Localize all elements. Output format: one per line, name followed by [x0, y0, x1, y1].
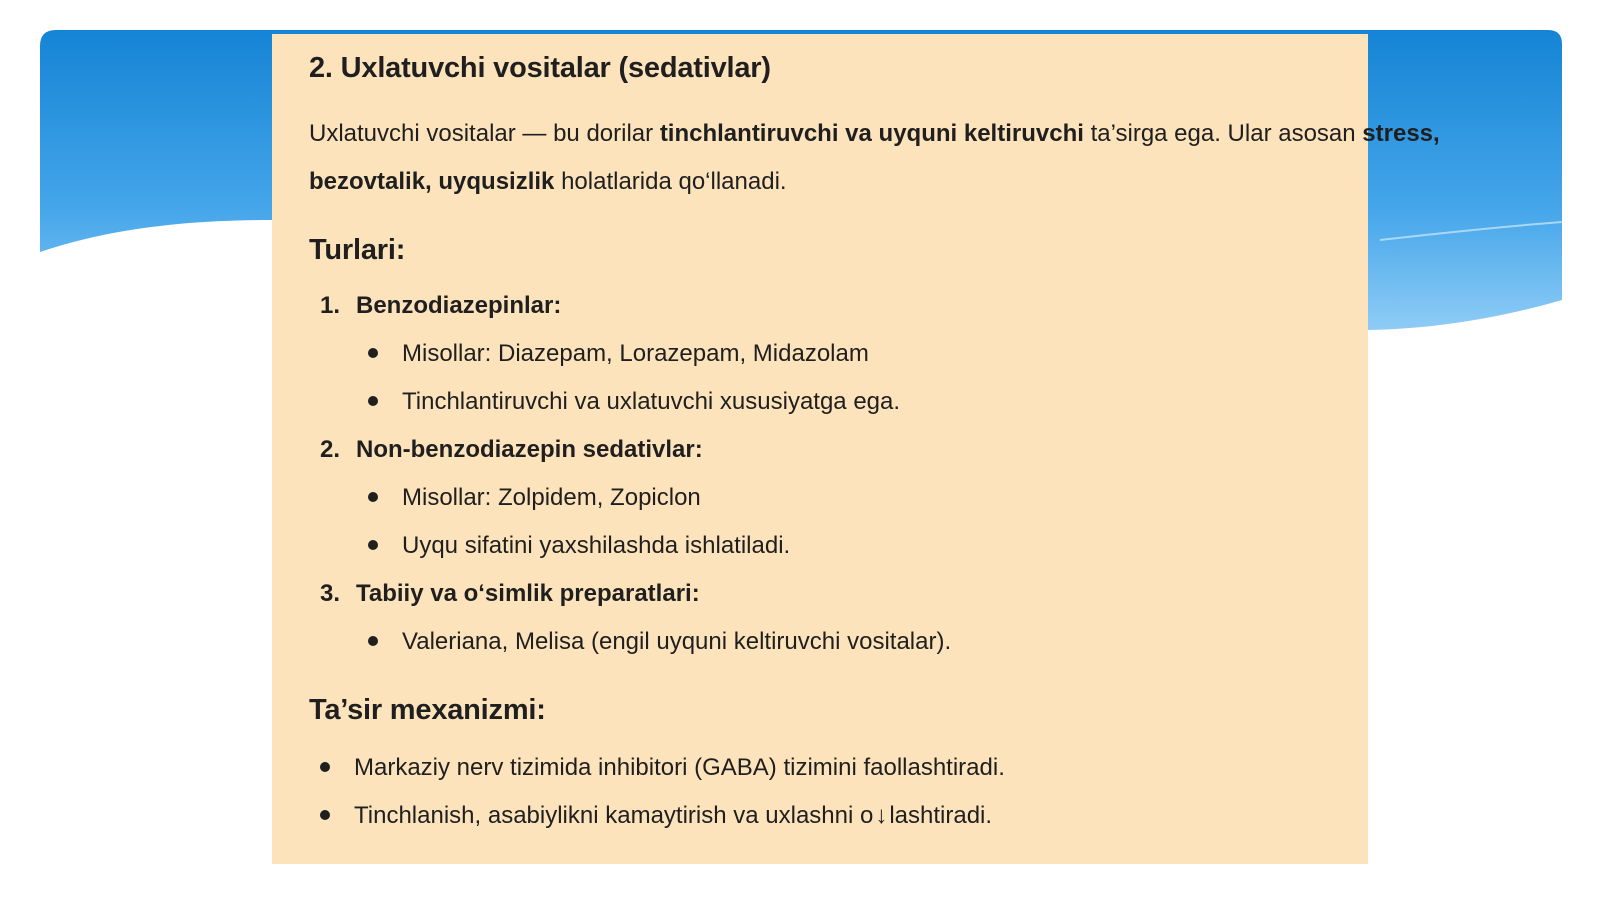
bullet-icon [320, 810, 330, 820]
intro-text-2: ta’sirga ega. Ular asosan [1083, 120, 1363, 147]
bullet-text: lashtiradi. [889, 802, 993, 829]
type-item-1 [320, 292, 561, 320]
bullet-icon [368, 492, 378, 502]
type-title: Non-benzodiazepin sedativlar: [356, 436, 703, 463]
intro-bold-3: bezovtalik, uyqusizlik [309, 168, 555, 195]
bullet-text: Tinchlantiruvchi va uxlatuvchi xususiyatga ega. [402, 388, 901, 415]
type-item-2 [320, 436, 703, 464]
list-item [368, 628, 951, 656]
mechanism-item-2 [320, 802, 992, 830]
mechanism-item-1 [320, 754, 1005, 782]
bullet-text: Misollar: Diazepam, Lorazepam, Midazolam [402, 340, 869, 367]
bullet-text: Misollar: Zolpidem, Zopiclon [402, 484, 701, 511]
bullet-text: Markaziy nerv tizimida inhibitori (GABA) tizimini faollashtiradi. [354, 754, 1005, 781]
bullet-text: Tinchlanish, asabiylikni kamaytirish va uxlashni o [354, 802, 874, 829]
bullet-text: Valeriana, Melisa (engil uyquni keltiruvchi vositalar). [402, 628, 952, 655]
type-item-3 [320, 580, 700, 608]
type-title: Tabiiy va o‘simlik preparatlari: [356, 580, 700, 607]
intro-bold-1: tinchlantiruvchi va uyquni keltiruvchi [659, 120, 1084, 147]
section-title: 2. Uxlatuvchi vositalar (sedativlar) [309, 52, 771, 84]
type-number: 3. [320, 580, 341, 607]
intro-text-3: holatlarida qo‘llanadi. [554, 168, 787, 195]
intro-bold-2: stress, [1362, 120, 1440, 147]
content-panel [272, 34, 1440, 864]
intro-text-1: Uxlatuvchi vositalar — bu dorilar [309, 120, 660, 147]
intro-paragraph [309, 110, 1440, 206]
type-number: 1. [320, 292, 341, 319]
bullet-icon [368, 396, 378, 406]
bullet-icon [368, 348, 378, 358]
type-title: Benzodiazepinlar: [356, 292, 562, 319]
mechanism-heading: Ta’sir mexanizmi: [309, 694, 546, 726]
bullet-icon [368, 636, 378, 646]
bullet-text: Uyqu sifatini yaxshilashda ishlatiladi. [402, 532, 791, 559]
arrow-down-icon[interactable]: ↓ [875, 802, 888, 829]
bullet-icon [320, 762, 330, 772]
list-item [368, 340, 869, 368]
types-heading: Turlari: [309, 234, 406, 266]
list-item [368, 388, 900, 416]
type-number: 2. [320, 436, 341, 463]
list-item [368, 532, 790, 560]
list-item [368, 484, 701, 512]
bullet-icon [368, 540, 378, 550]
